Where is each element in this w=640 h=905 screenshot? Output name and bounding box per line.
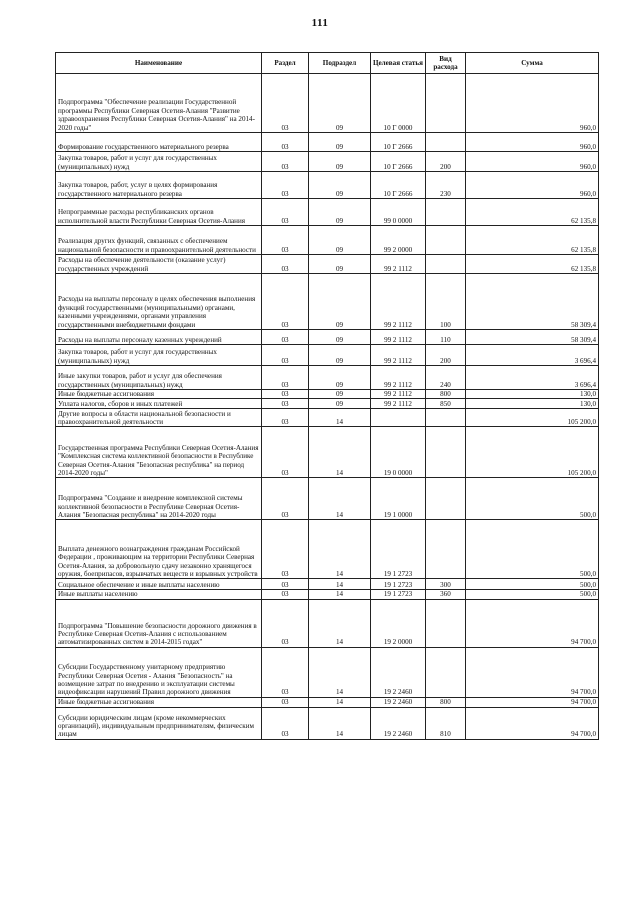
cell-sum: 500,0 <box>466 478 599 520</box>
cell-name: Государственная программа Республики Северная Осетия-Алания "Комплексная система коллективной безопасности в Республике Северная Осетия-Алания "Безопасная республика" на период 2014-2020 годы" <box>56 427 262 478</box>
cell-podrazdel: 14 <box>309 427 371 478</box>
cell-target: 19 2 2460 <box>371 647 426 697</box>
cell-sum: 94 700,0 <box>466 697 599 707</box>
cell-name: Иные выплаты населению <box>56 590 262 599</box>
cell-target: 99 2 1112 <box>371 399 426 409</box>
cell-name: Уплата налогов, сборов и иных платежей <box>56 399 262 409</box>
cell-name: Закупка товаров, работ и услуг для государственных (муниципальных) нужд <box>56 345 262 366</box>
cell-podrazdel: 09 <box>309 74 371 133</box>
cell-type: 110 <box>426 330 466 345</box>
cell-podrazdel: 14 <box>309 409 371 427</box>
cell-razdel: 03 <box>262 647 309 697</box>
cell-razdel: 03 <box>262 345 309 366</box>
cell-name: Социальное обеспечение и иные выплаты населению <box>56 579 262 590</box>
cell-name: Расходы на обеспечение деятельности (оказание услуг) государственных учреждений <box>56 255 262 274</box>
cell-sum: 500,0 <box>466 579 599 590</box>
cell-target: 10 Г 0000 <box>371 74 426 133</box>
cell-target: 19 1 2723 <box>371 520 426 579</box>
cell-sum: 94 700,0 <box>466 647 599 697</box>
cell-name: Субсидии юридическим лицам (кроме некоммерческих организаций), индивидуальным предпринимателям, физическим лицам <box>56 707 262 739</box>
cell-sum: 62 135,8 <box>466 226 599 255</box>
cell-name: Подпрограмма "Обеспечение реализации Государственной программы Республики Северная Осетия-Алания "Развитие здравоохранения Республики Северная Осетия-Алания" на 2014-2020 годы" <box>56 74 262 133</box>
table-row <box>56 520 599 579</box>
table-row <box>56 647 599 697</box>
cell-type <box>426 647 466 697</box>
cell-name: Другие вопросы в области национальной безопасности и правоохранительной деятельности <box>56 409 262 427</box>
cell-target: 10 Г 2666 <box>371 152 426 172</box>
cell-target: 99 2 1112 <box>371 274 426 330</box>
cell-type: 100 <box>426 274 466 330</box>
cell-target: 19 1 0000 <box>371 478 426 520</box>
cell-sum: 94 700,0 <box>466 707 599 739</box>
cell-target: 10 Г 2666 <box>371 133 426 152</box>
cell-podrazdel: 14 <box>309 599 371 647</box>
cell-sum: 62 135,8 <box>466 255 599 274</box>
cell-podrazdel: 14 <box>309 697 371 707</box>
cell-podrazdel: 09 <box>309 390 371 399</box>
table-row <box>56 74 599 133</box>
header-target: Целевая статья <box>371 53 426 74</box>
cell-razdel: 03 <box>262 133 309 152</box>
cell-razdel: 03 <box>262 366 309 390</box>
table-row <box>56 478 599 520</box>
cell-sum: 58 309,4 <box>466 330 599 345</box>
table-row <box>56 152 599 172</box>
cell-type: 300 <box>426 579 466 590</box>
table-row <box>56 579 599 590</box>
cell-name: Иные бюджетные ассигнования <box>56 697 262 707</box>
cell-sum: 62 135,8 <box>466 199 599 226</box>
cell-razdel: 03 <box>262 172 309 199</box>
cell-name: Иные бюджетные ассигнования <box>56 390 262 399</box>
cell-podrazdel: 09 <box>309 172 371 199</box>
table-row <box>56 345 599 366</box>
cell-podrazdel: 14 <box>309 590 371 599</box>
page-number: 111 <box>311 17 329 29</box>
cell-name: Расходы на выплаты персоналу в целях обеспечения выполнения функций государственными (муниципальными) органами, казенными учреждениями, органами управления государственными внебюджетными фондами <box>56 274 262 330</box>
table-row <box>56 366 599 390</box>
cell-type <box>426 599 466 647</box>
budget-table <box>55 52 599 740</box>
cell-podrazdel: 14 <box>309 647 371 697</box>
cell-name: Реализация других функций, связанных с обеспечением национальной безопасности и правоохранительной деятельности <box>56 226 262 255</box>
cell-razdel: 03 <box>262 152 309 172</box>
cell-target: 10 Г 2666 <box>371 172 426 199</box>
table-row <box>56 409 599 427</box>
cell-type <box>426 74 466 133</box>
cell-sum: 94 700,0 <box>466 599 599 647</box>
table-row <box>56 427 599 478</box>
cell-name: Подпрограмма "Создание и внедрение комплексной системы коллективной безопасности в Республике Северная Осетия-Алания "Безопасная республика" на 2014-2020 годы <box>56 478 262 520</box>
cell-sum: 500,0 <box>466 590 599 599</box>
table-row <box>56 390 599 399</box>
cell-name: Выплата денежного вознаграждения гражданам Российской Федерации , проживающим на территории Республики Северная Осетия-Алания, за добровольную сдачу незаконно хранящегося оружия, боеприпасов, взрывчатых веществ и взрывных устройств <box>56 520 262 579</box>
cell-target: 99 2 1112 <box>371 345 426 366</box>
cell-target: 99 2 0000 <box>371 226 426 255</box>
cell-type: 850 <box>426 399 466 409</box>
cell-sum: 105 200,0 <box>466 427 599 478</box>
cell-sum: 130,0 <box>466 390 599 399</box>
cell-target: 19 1 2723 <box>371 590 426 599</box>
cell-name: Закупка товаров, работ, услуг в целях формирования государственного материального резерва <box>56 172 262 199</box>
cell-type: 800 <box>426 390 466 399</box>
cell-podrazdel: 09 <box>309 399 371 409</box>
table-row <box>56 172 599 199</box>
table-row <box>56 707 599 739</box>
cell-type: 200 <box>426 345 466 366</box>
cell-podrazdel: 14 <box>309 478 371 520</box>
cell-sum: 500,0 <box>466 520 599 579</box>
cell-type <box>426 409 466 427</box>
cell-razdel: 03 <box>262 330 309 345</box>
cell-razdel: 03 <box>262 427 309 478</box>
cell-sum: 960,0 <box>466 172 599 199</box>
table-row <box>56 133 599 152</box>
cell-target: 19 2 2460 <box>371 697 426 707</box>
table-row <box>56 399 599 409</box>
table-row <box>56 226 599 255</box>
cell-type <box>426 427 466 478</box>
cell-razdel: 03 <box>262 579 309 590</box>
cell-podrazdel: 09 <box>309 133 371 152</box>
table-row <box>56 697 599 707</box>
cell-name: Субсидии Государственному унитарному предприятию Республики Северная Осетия - Алания "Безопасность" на возмещение затрат по внедрению и эксплуатации системы видеофиксации нарушений Правил дорожного движения <box>56 647 262 697</box>
cell-target: 99 0 0000 <box>371 199 426 226</box>
cell-target: 99 2 1112 <box>371 390 426 399</box>
cell-type <box>426 133 466 152</box>
cell-razdel: 03 <box>262 274 309 330</box>
cell-podrazdel: 14 <box>309 520 371 579</box>
table-header-row <box>56 53 599 74</box>
cell-name: Непрограммные расходы республиканских органов исполнительной власти Республики Северная Осетия-Алания <box>56 199 262 226</box>
cell-razdel: 03 <box>262 520 309 579</box>
header-razdel: Раздел <box>262 53 309 74</box>
header-podrazdel: Подраздел <box>309 53 371 74</box>
cell-type: 800 <box>426 697 466 707</box>
table-row <box>56 590 599 599</box>
cell-sum: 3 696,4 <box>466 366 599 390</box>
cell-type: 230 <box>426 172 466 199</box>
cell-type <box>426 520 466 579</box>
cell-target: 19 2 0000 <box>371 599 426 647</box>
cell-target: 19 1 2723 <box>371 579 426 590</box>
cell-podrazdel: 14 <box>309 707 371 739</box>
cell-razdel: 03 <box>262 226 309 255</box>
cell-razdel: 03 <box>262 74 309 133</box>
cell-podrazdel: 09 <box>309 255 371 274</box>
cell-razdel: 03 <box>262 199 309 226</box>
cell-podrazdel: 09 <box>309 199 371 226</box>
cell-razdel: 03 <box>262 255 309 274</box>
cell-type: 240 <box>426 366 466 390</box>
cell-target: 99 2 1112 <box>371 255 426 274</box>
header-sum: Сумма <box>466 53 599 74</box>
table-row <box>56 599 599 647</box>
table-row <box>56 274 599 330</box>
cell-podrazdel: 09 <box>309 366 371 390</box>
cell-razdel: 03 <box>262 697 309 707</box>
cell-razdel: 03 <box>262 409 309 427</box>
cell-podrazdel: 09 <box>309 226 371 255</box>
cell-target: 99 2 1112 <box>371 330 426 345</box>
cell-name: Формирование государственного материального резерва <box>56 133 262 152</box>
cell-sum: 960,0 <box>466 133 599 152</box>
cell-podrazdel: 09 <box>309 152 371 172</box>
cell-razdel: 03 <box>262 390 309 399</box>
cell-name: Иные закупки товаров, работ и услуг для обеспечения государственных (муниципальных) нужд <box>56 366 262 390</box>
cell-razdel: 03 <box>262 478 309 520</box>
table-body <box>56 74 599 740</box>
cell-target: 19 2 2460 <box>371 707 426 739</box>
cell-podrazdel: 14 <box>309 579 371 590</box>
cell-sum: 130,0 <box>466 399 599 409</box>
cell-podrazdel: 09 <box>309 330 371 345</box>
cell-sum: 58 309,4 <box>466 274 599 330</box>
cell-type: 360 <box>426 590 466 599</box>
cell-target: 99 2 1112 <box>371 366 426 390</box>
cell-type: 200 <box>426 152 466 172</box>
cell-sum: 960,0 <box>466 152 599 172</box>
cell-target: 19 0 0000 <box>371 427 426 478</box>
header-name: Наименование <box>56 53 262 74</box>
cell-razdel: 03 <box>262 599 309 647</box>
cell-target <box>371 409 426 427</box>
cell-sum: 3 696,4 <box>466 345 599 366</box>
table-row <box>56 330 599 345</box>
table-row <box>56 199 599 226</box>
cell-sum: 960,0 <box>466 74 599 133</box>
cell-razdel: 03 <box>262 399 309 409</box>
cell-razdel: 03 <box>262 707 309 739</box>
cell-razdel: 03 <box>262 590 309 599</box>
cell-type <box>426 226 466 255</box>
cell-name: Расходы на выплаты персоналу казенных учреждений <box>56 330 262 345</box>
cell-name: Закупка товаров, работ и услуг для государственных (муниципальных) нужд <box>56 152 262 172</box>
cell-name: Подпрограмма "Повышение безопасности дорожного движения в Республике Северная Осетия-Алания с использованием автоматизированных систем в 2014-2015 годах" <box>56 599 262 647</box>
cell-podrazdel: 09 <box>309 345 371 366</box>
cell-type <box>426 199 466 226</box>
cell-sum: 105 200,0 <box>466 409 599 427</box>
cell-podrazdel: 09 <box>309 274 371 330</box>
table-row <box>56 255 599 274</box>
cell-type <box>426 478 466 520</box>
cell-type <box>426 255 466 274</box>
header-type: Вид расхода <box>426 53 466 74</box>
cell-type: 810 <box>426 707 466 739</box>
